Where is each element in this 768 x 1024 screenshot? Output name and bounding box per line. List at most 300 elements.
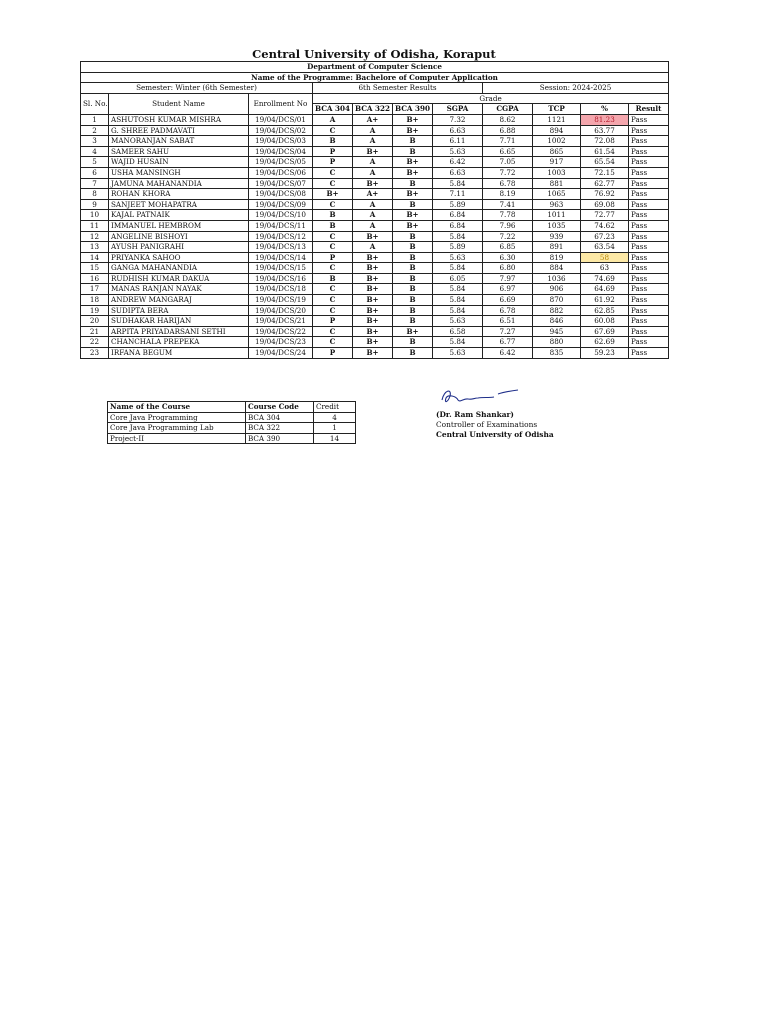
semester-label: Semester: Winter (6th Semester) (81, 83, 313, 94)
grade-bca322: B+ (353, 252, 393, 263)
student-enrollment: 19/04/DCS/09 (249, 199, 313, 210)
grade-bca322: B+ (353, 337, 393, 348)
student-enrollment: 19/04/DCS/20 (249, 305, 313, 316)
signatory-institution: Central University of Odisha (436, 430, 554, 439)
table-row (81, 231, 669, 242)
table-row (81, 273, 669, 284)
grade-bca322: A (353, 157, 393, 168)
student-percentage: 76.92 (581, 189, 629, 200)
student-name: ARPITA PRIYADARSANI SETHI (109, 326, 249, 337)
course-credit-header: Credit (314, 402, 356, 413)
grade-bca304: C (313, 242, 353, 253)
student-sl: 18 (81, 295, 109, 306)
student-cgpa: 6.88 (483, 125, 533, 136)
grade-bca322: A+ (353, 114, 393, 125)
student-sl: 11 (81, 220, 109, 231)
student-name: CHANCHALA PREPEKA (109, 337, 249, 348)
grade-bca322: A (353, 199, 393, 210)
course-name-header: Name of the Course (108, 402, 246, 413)
student-tcp: 1002 (533, 136, 581, 147)
course-header-row (108, 402, 356, 413)
student-percentage: 63.54 (581, 242, 629, 253)
student-sgpa: 7.11 (433, 189, 483, 200)
student-enrollment: 19/04/DCS/06 (249, 167, 313, 178)
col-tcp-header: TCP (533, 104, 581, 115)
student-tcp: 1035 (533, 220, 581, 231)
grade-bca322: B+ (353, 146, 393, 157)
student-result: Pass (629, 326, 669, 337)
university-title: Central University of Odisha, Koraput (252, 47, 496, 61)
student-enrollment: 19/04/DCS/21 (249, 316, 313, 327)
student-cgpa: 6.65 (483, 146, 533, 157)
col-pct-header: % (581, 104, 629, 115)
grade-bca322: B+ (353, 178, 393, 189)
student-tcp: 963 (533, 199, 581, 210)
signature-block (436, 386, 576, 440)
course-code: BCA 304 (246, 412, 314, 423)
course-name: Core Java Programming Lab (108, 423, 246, 434)
grade-bca304: B (313, 273, 353, 284)
session-label: Session: 2024-2025 (483, 83, 669, 94)
student-result: Pass (629, 114, 669, 125)
student-cgpa: 6.51 (483, 316, 533, 327)
grade-bca390: B+ (393, 114, 433, 125)
student-name: AYUSH PANIGRAHI (109, 242, 249, 253)
student-percentage: 63 (581, 263, 629, 274)
col-bca322-header: BCA 322 (353, 104, 393, 115)
student-sl: 10 (81, 210, 109, 221)
student-sgpa: 6.11 (433, 136, 483, 147)
student-sl: 16 (81, 273, 109, 284)
course-name: Core Java Programming (108, 412, 246, 423)
grade-bca304: B (313, 136, 353, 147)
student-result: Pass (629, 167, 669, 178)
grade-bca304: C (313, 284, 353, 295)
course-code: BCA 322 (246, 423, 314, 434)
grade-bca322: A (353, 242, 393, 253)
grade-bca322: A+ (353, 189, 393, 200)
grade-bca390: B (393, 273, 433, 284)
student-cgpa: 8.62 (483, 114, 533, 125)
grade-bca390: B+ (393, 157, 433, 168)
grade-bca390: B+ (393, 189, 433, 200)
course-name: Project-II (108, 433, 246, 444)
table-row (81, 316, 669, 327)
table-row (81, 146, 669, 157)
student-sgpa: 5.84 (433, 305, 483, 316)
student-tcp: 894 (533, 125, 581, 136)
student-sgpa: 6.84 (433, 210, 483, 221)
student-percentage: 81.23 (581, 114, 629, 125)
grade-bca322: A (353, 210, 393, 221)
table-row (81, 199, 669, 210)
grade-bca304: C (313, 305, 353, 316)
grade-bca304: P (313, 348, 353, 359)
student-sl: 22 (81, 337, 109, 348)
table-row (81, 157, 669, 168)
student-enrollment: 19/04/DCS/01 (249, 114, 313, 125)
student-sgpa: 6.58 (433, 326, 483, 337)
department-row (81, 62, 669, 73)
student-cgpa: 6.77 (483, 337, 533, 348)
student-cgpa: 7.97 (483, 273, 533, 284)
student-tcp: 881 (533, 178, 581, 189)
student-tcp: 819 (533, 252, 581, 263)
grade-bca390: B+ (393, 220, 433, 231)
student-sgpa: 5.84 (433, 263, 483, 274)
course-credit: 4 (314, 412, 356, 423)
student-sl: 9 (81, 199, 109, 210)
grade-bca322: B+ (353, 273, 393, 284)
student-sgpa: 5.84 (433, 337, 483, 348)
student-sl: 19 (81, 305, 109, 316)
table-row (81, 305, 669, 316)
student-cgpa: 7.78 (483, 210, 533, 221)
student-result: Pass (629, 220, 669, 231)
student-enrollment: 19/04/DCS/19 (249, 295, 313, 306)
student-result: Pass (629, 263, 669, 274)
student-name: IRFANA BEGUM (109, 348, 249, 359)
grade-bca390: B+ (393, 326, 433, 337)
student-sgpa: 5.63 (433, 348, 483, 359)
student-sgpa: 6.42 (433, 157, 483, 168)
student-sl: 4 (81, 146, 109, 157)
student-sl: 23 (81, 348, 109, 359)
course-code: BCA 390 (246, 433, 314, 444)
course-code-header: Course Code (246, 402, 314, 413)
department-name: Department of Computer Science (81, 62, 669, 73)
student-name: ASHUTOSH KUMAR MISHRA (109, 114, 249, 125)
grade-bca390: B (393, 348, 433, 359)
student-sl: 21 (81, 326, 109, 337)
student-cgpa: 6.42 (483, 348, 533, 359)
student-sl: 20 (81, 316, 109, 327)
student-percentage: 62.77 (581, 178, 629, 189)
student-tcp: 906 (533, 284, 581, 295)
results-label: 6th Semester Results (313, 83, 483, 94)
grade-bca304: B (313, 210, 353, 221)
student-enrollment: 19/04/DCS/18 (249, 284, 313, 295)
course-credit: 14 (314, 433, 356, 444)
student-percentage: 59.23 (581, 348, 629, 359)
grade-bca322: A (353, 220, 393, 231)
student-sgpa: 5.84 (433, 231, 483, 242)
grade-bca390: B (393, 146, 433, 157)
grade-bca322: A (353, 125, 393, 136)
col-result-header: Result (629, 104, 669, 115)
results-table (80, 61, 669, 359)
table-row (81, 114, 669, 125)
table-row (81, 125, 669, 136)
student-tcp: 846 (533, 316, 581, 327)
student-tcp: 1121 (533, 114, 581, 125)
col-cgpa-header: CGPA (483, 104, 533, 115)
grade-bca390: B (393, 178, 433, 189)
grade-bca322: B+ (353, 263, 393, 274)
student-tcp: 835 (533, 348, 581, 359)
student-cgpa: 6.80 (483, 263, 533, 274)
grade-bca390: B (393, 316, 433, 327)
student-result: Pass (629, 316, 669, 327)
student-result: Pass (629, 125, 669, 136)
student-result: Pass (629, 157, 669, 168)
grade-bca304: C (313, 167, 353, 178)
student-sl: 14 (81, 252, 109, 263)
student-enrollment: 19/04/DCS/03 (249, 136, 313, 147)
student-percentage: 74.69 (581, 273, 629, 284)
student-name: MANAS RANJAN NAYAK (109, 284, 249, 295)
col-bca390-header: BCA 390 (393, 104, 433, 115)
course-row (108, 433, 356, 444)
student-tcp: 882 (533, 305, 581, 316)
student-enrollment: 19/04/DCS/10 (249, 210, 313, 221)
student-result: Pass (629, 284, 669, 295)
grade-bca304: C (313, 199, 353, 210)
grade-bca390: B (393, 199, 433, 210)
table-row (81, 263, 669, 274)
grade-bca390: B (393, 284, 433, 295)
student-sl: 3 (81, 136, 109, 147)
table-row (81, 167, 669, 178)
grade-bca322: B+ (353, 316, 393, 327)
course-table-body (108, 402, 356, 444)
student-sl: 15 (81, 263, 109, 274)
grade-bca390: B (393, 263, 433, 274)
student-sgpa: 5.84 (433, 178, 483, 189)
student-cgpa: 6.78 (483, 305, 533, 316)
signature-icon (438, 386, 528, 408)
student-sgpa: 5.63 (433, 252, 483, 263)
student-sgpa: 5.84 (433, 295, 483, 306)
student-cgpa: 7.71 (483, 136, 533, 147)
student-name: ANGELINE BISHOYI (109, 231, 249, 242)
student-tcp: 865 (533, 146, 581, 157)
student-cgpa: 7.27 (483, 326, 533, 337)
student-enrollment: 19/04/DCS/22 (249, 326, 313, 337)
student-result: Pass (629, 210, 669, 221)
grade-bca304: P (313, 316, 353, 327)
student-enrollment: 19/04/DCS/07 (249, 178, 313, 189)
student-cgpa: 6.30 (483, 252, 533, 263)
student-percentage: 72.77 (581, 210, 629, 221)
grade-bca304: B+ (313, 189, 353, 200)
student-sl: 12 (81, 231, 109, 242)
student-tcp: 891 (533, 242, 581, 253)
table-row (81, 284, 669, 295)
grade-bca304: B (313, 220, 353, 231)
grade-bca390: B+ (393, 125, 433, 136)
student-enrollment: 19/04/DCS/05 (249, 157, 313, 168)
student-tcp: 884 (533, 263, 581, 274)
col-enroll-header: Enrollment No (249, 93, 313, 114)
student-cgpa: 7.05 (483, 157, 533, 168)
student-sl: 8 (81, 189, 109, 200)
student-name: SANJEET MOHAPATRA (109, 199, 249, 210)
student-sgpa: 5.63 (433, 316, 483, 327)
student-sgpa: 5.89 (433, 242, 483, 253)
student-name: SUDIPTA BERA (109, 305, 249, 316)
student-percentage: 65.54 (581, 157, 629, 168)
student-sgpa: 7.32 (433, 114, 483, 125)
grade-bca304: C (313, 326, 353, 337)
grade-bca390: B (393, 136, 433, 147)
signatory-designation: Controller of Examinations (436, 420, 538, 429)
student-enrollment: 19/04/DCS/08 (249, 189, 313, 200)
table-row (81, 337, 669, 348)
semester-row (81, 83, 669, 94)
grade-bca390: B (393, 305, 433, 316)
student-tcp: 880 (533, 337, 581, 348)
student-enrollment: 19/04/DCS/04 (249, 146, 313, 157)
grade-bca304: A (313, 114, 353, 125)
grade-bca304: P (313, 146, 353, 157)
student-sl: 5 (81, 157, 109, 168)
student-sgpa: 6.63 (433, 167, 483, 178)
student-enrollment: 19/04/DCS/23 (249, 337, 313, 348)
student-percentage: 72.15 (581, 167, 629, 178)
grade-bca322: A (353, 136, 393, 147)
grade-bca322: B+ (353, 231, 393, 242)
student-percentage: 62.69 (581, 337, 629, 348)
course-table (107, 401, 356, 444)
student-name: GANGA MAHANANDIA (109, 263, 249, 274)
student-name: ROHAN KHORA (109, 189, 249, 200)
student-result: Pass (629, 189, 669, 200)
student-tcp: 1003 (533, 167, 581, 178)
table-row (81, 242, 669, 253)
grade-bca322: B+ (353, 295, 393, 306)
grade-bca390: B (393, 295, 433, 306)
student-result: Pass (629, 252, 669, 263)
student-percentage: 74.62 (581, 220, 629, 231)
student-enrollment: 19/04/DCS/12 (249, 231, 313, 242)
student-tcp: 1036 (533, 273, 581, 284)
student-cgpa: 6.97 (483, 284, 533, 295)
signatory-name: (Dr. Ram Shankar) (436, 410, 514, 419)
student-name: MANORANJAN SABAT (109, 136, 249, 147)
student-cgpa: 7.96 (483, 220, 533, 231)
table-row (81, 136, 669, 147)
grade-bca322: B+ (353, 305, 393, 316)
student-tcp: 945 (533, 326, 581, 337)
grade-bca322: B+ (353, 284, 393, 295)
student-tcp: 1065 (533, 189, 581, 200)
student-name: SUDHAKAR HARIJAN (109, 316, 249, 327)
student-enrollment: 19/04/DCS/13 (249, 242, 313, 253)
student-tcp: 939 (533, 231, 581, 242)
course-row (108, 423, 356, 434)
student-cgpa: 7.41 (483, 199, 533, 210)
student-sgpa: 5.63 (433, 146, 483, 157)
student-percentage: 72.08 (581, 136, 629, 147)
student-result: Pass (629, 231, 669, 242)
grade-bca304: C (313, 337, 353, 348)
student-cgpa: 6.85 (483, 242, 533, 253)
student-name: USHA MANSINGH (109, 167, 249, 178)
student-sl: 7 (81, 178, 109, 189)
programme-row (81, 72, 669, 83)
grade-bca322: B+ (353, 348, 393, 359)
student-cgpa: 6.78 (483, 178, 533, 189)
table-row (81, 220, 669, 231)
table-row (81, 348, 669, 359)
student-name: PRIYANKA SAHOO (109, 252, 249, 263)
grade-bca304: C (313, 231, 353, 242)
grade-header-row (81, 93, 669, 104)
student-sl: 1 (81, 114, 109, 125)
student-sgpa: 5.84 (433, 284, 483, 295)
grade-bca304: P (313, 252, 353, 263)
student-cgpa: 8.19 (483, 189, 533, 200)
col-sgpa-header: SGPA (433, 104, 483, 115)
programme-name: Name of the Programme: Bachelore of Computer Application (81, 72, 669, 83)
student-percentage: 61.54 (581, 146, 629, 157)
student-cgpa: 7.72 (483, 167, 533, 178)
grade-bca390: B+ (393, 210, 433, 221)
student-cgpa: 6.69 (483, 295, 533, 306)
student-tcp: 917 (533, 157, 581, 168)
student-percentage: 67.23 (581, 231, 629, 242)
grade-bca390: B+ (393, 167, 433, 178)
course-row (108, 412, 356, 423)
student-enrollment: 19/04/DCS/02 (249, 125, 313, 136)
student-result: Pass (629, 146, 669, 157)
student-sl: 17 (81, 284, 109, 295)
student-tcp: 1011 (533, 210, 581, 221)
course-credit: 1 (314, 423, 356, 434)
grade-bca390: B (393, 337, 433, 348)
student-result: Pass (629, 305, 669, 316)
table-row (81, 326, 669, 337)
student-name: RUDHISH KUMAR DAKUA (109, 273, 249, 284)
student-name: SAMEER SAHU (109, 146, 249, 157)
grade-bca390: B (393, 231, 433, 242)
results-table-body (81, 62, 669, 359)
student-percentage: 61.92 (581, 295, 629, 306)
student-sl: 2 (81, 125, 109, 136)
student-name: ANDREW MANGARAJ (109, 295, 249, 306)
student-result: Pass (629, 178, 669, 189)
student-result: Pass (629, 199, 669, 210)
student-result: Pass (629, 295, 669, 306)
student-percentage: 58 (581, 252, 629, 263)
student-percentage: 62.85 (581, 305, 629, 316)
student-sgpa: 5.89 (433, 199, 483, 210)
student-percentage: 69.08 (581, 199, 629, 210)
student-sgpa: 6.84 (433, 220, 483, 231)
table-row (81, 210, 669, 221)
col-bca304-header: BCA 304 (313, 104, 353, 115)
student-name: JAMUNA MAHANANDIA (109, 178, 249, 189)
student-name: KAJAL PATNAIK (109, 210, 249, 221)
grade-bca304: C (313, 125, 353, 136)
student-result: Pass (629, 348, 669, 359)
table-row (81, 189, 669, 200)
grade-bca304: C (313, 263, 353, 274)
student-percentage: 67.69 (581, 326, 629, 337)
student-sgpa: 6.05 (433, 273, 483, 284)
grade-bca322: A (353, 167, 393, 178)
table-row (81, 295, 669, 306)
student-sl: 13 (81, 242, 109, 253)
student-percentage: 63.77 (581, 125, 629, 136)
student-percentage: 64.69 (581, 284, 629, 295)
student-enrollment: 19/04/DCS/24 (249, 348, 313, 359)
table-row (81, 178, 669, 189)
student-cgpa: 7.22 (483, 231, 533, 242)
col-grade-header: Grade (313, 93, 669, 104)
student-enrollment: 19/04/DCS/15 (249, 263, 313, 274)
